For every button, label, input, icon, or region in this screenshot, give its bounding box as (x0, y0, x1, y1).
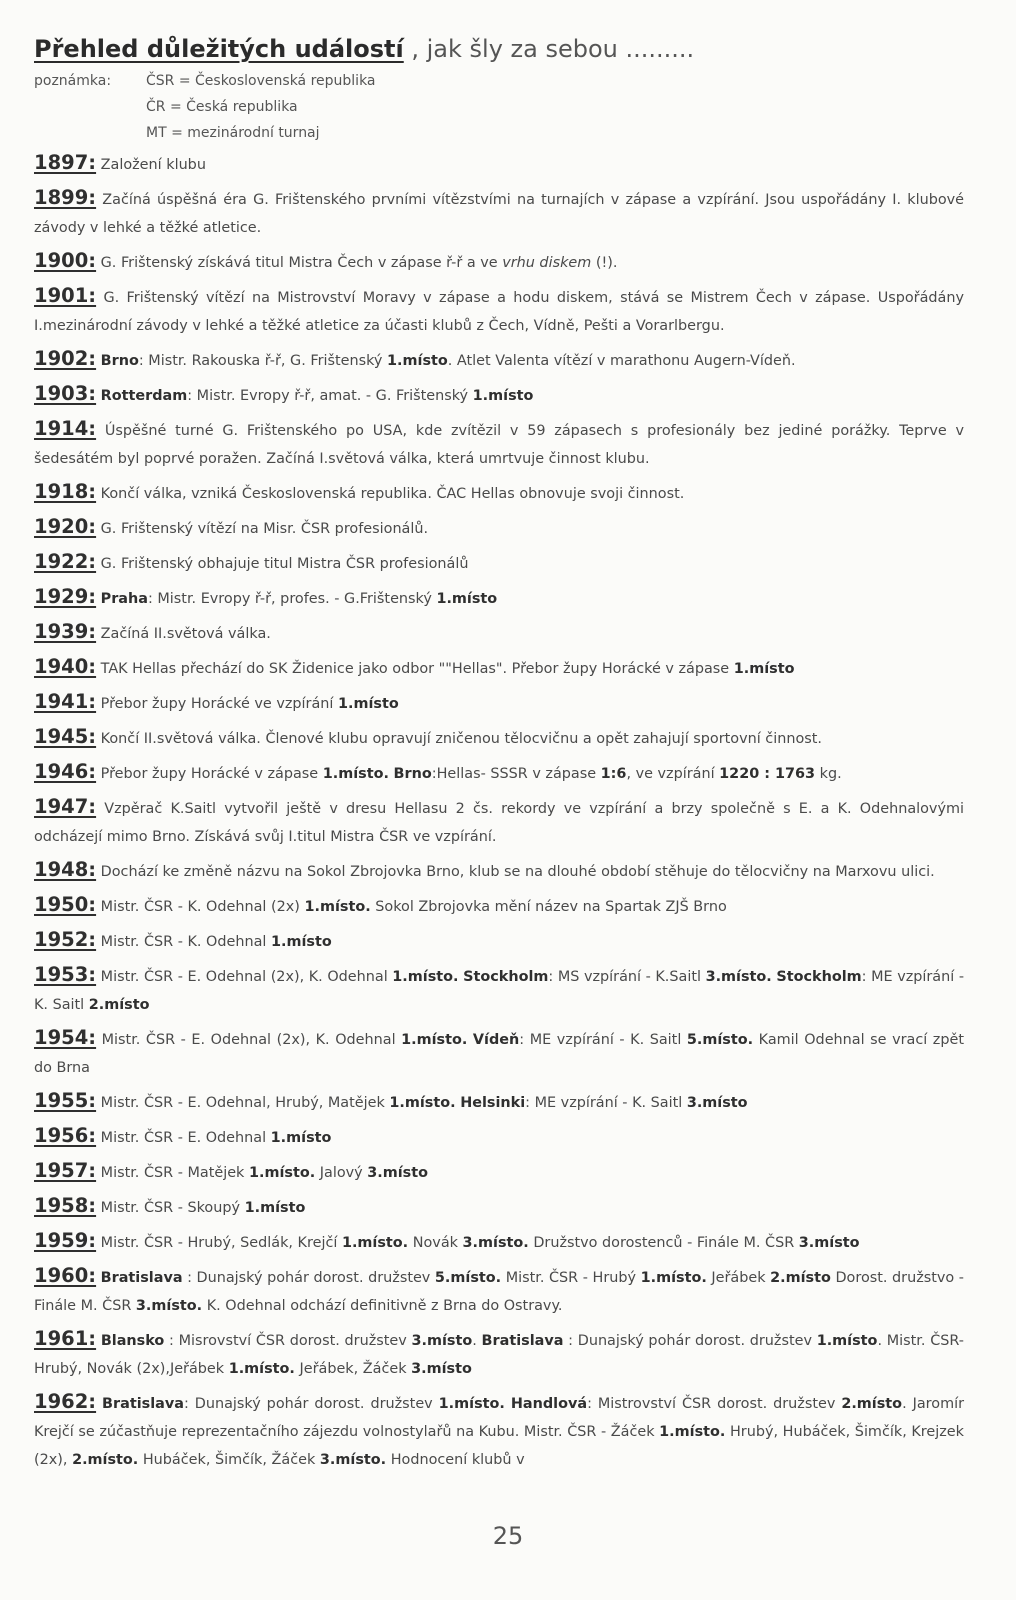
entry-year: 1958: (34, 1194, 97, 1217)
entry-text-bold: 2.místo (841, 1396, 903, 1412)
entry-text: Novák (408, 1235, 463, 1251)
entry-text-bold: Brno (393, 766, 432, 782)
timeline-entry (34, 1192, 964, 1222)
entry-text-bold: 3.místo (411, 1361, 472, 1377)
entry-text-bold: 1.místo (733, 661, 795, 677)
entry-text-bold: 5.místo. (686, 1032, 754, 1048)
entry-text: Končí II.světová válka. Členové klubu opravují zničenou tělocvičnu a opět zahajují sportovní činnost. (96, 731, 822, 747)
entry-text: Končí válka, vzniká Československá republika. ČAC Hellas obnovuje svoji činnost. (96, 486, 685, 502)
timeline-entry (34, 282, 964, 340)
entry-year: 1953: (34, 963, 97, 986)
entry-text: : MS vzpírání - K.Saitl (548, 969, 706, 985)
entry-text: : Dunajský pohár dorost. družstev (182, 1270, 435, 1286)
timeline-entry (34, 583, 964, 613)
title-rest: , jak šly za sebou ......... (403, 35, 695, 63)
entry-text: : ME vzpírání - K. Saitl (34, 969, 965, 1013)
entry-text-bold: 3.místo. (319, 1452, 387, 1468)
entry-text-bold: 1.místo. (401, 1032, 468, 1048)
entry-text-bold: 1.místo. (659, 1424, 726, 1440)
entry-text: Začíná II.světová válka. (96, 626, 271, 642)
entry-text: Mistr. ČSR - Skoupý (96, 1200, 245, 1216)
timeline-entry (34, 184, 964, 242)
entry-text-bold: 3.místo. (135, 1298, 203, 1314)
note-line: MT = mezinárodní turnaj (146, 125, 320, 141)
entry-text: : Dunajský pohár dorost. družstev (563, 1333, 817, 1349)
entry-text: kg. (815, 766, 842, 782)
entry-text: TAK Hellas přechází do SK Židenice jako odbor ""Hellas". Přebor župy Horácké v zápase (96, 661, 734, 677)
entry-text-bold: 1220 : 1763 (719, 766, 816, 782)
note-row (34, 94, 964, 120)
entry-text-bold: Praha (100, 591, 148, 607)
entry-text-bold: Helsinki (460, 1095, 526, 1111)
entry-text-bold: 2.místo (88, 997, 150, 1013)
entry-text-bold: Brno (100, 353, 139, 369)
entry-year: 1952: (34, 928, 97, 951)
legend-note (34, 68, 964, 146)
timeline-entry (34, 1157, 964, 1187)
entry-text-bold: 1.místo (244, 1200, 306, 1216)
timeline-entry (34, 926, 964, 956)
entry-text: : Mistrovství ČSR dorost. družstev (587, 1396, 842, 1412)
entry-text: Mistr. ČSR - E. Odehnal (96, 1130, 271, 1146)
entry-text-bold: 1:6 (600, 766, 627, 782)
entry-text-bold: 1.místo (337, 696, 399, 712)
entry-text-bold: 1.místo. (438, 1396, 505, 1412)
entry-text-bold: 1.místo. (341, 1235, 409, 1251)
entry-year: 1956: (34, 1124, 97, 1147)
timeline-entry (34, 688, 964, 718)
entry-year: 1954: (34, 1026, 97, 1049)
entry-text-bold: 1.místo (387, 353, 448, 369)
timeline-entry (34, 891, 964, 921)
entry-text-bold: 1.místo (816, 1333, 878, 1349)
entry-text: G. Frištenský vítězí na Misr. ČSR profesionálů. (96, 521, 429, 537)
entry-text: (!). (591, 255, 618, 271)
timeline-entry (34, 856, 964, 886)
timeline-entry (34, 380, 964, 410)
note-label: poznámka: (34, 73, 112, 89)
entry-text: . Atlet Valenta vítězí v marathonu Augern-Vídeň. (447, 353, 796, 369)
timeline-entry (34, 1122, 964, 1152)
entry-text: :Hellas- SSSR v zápase (431, 766, 601, 782)
timeline-entry (34, 1227, 964, 1257)
timeline-entry (34, 1262, 964, 1320)
entry-year: 1902: (34, 347, 97, 370)
timeline-entry (34, 723, 964, 753)
entry-text: G. Frištenský obhajuje titul Mistra ČSR profesionálů (96, 556, 469, 572)
timeline-entry (34, 1024, 964, 1082)
entry-text-bold: Blansko (100, 1333, 165, 1349)
entry-year: 1914: (34, 417, 97, 440)
entry-year: 1961: (34, 1327, 97, 1350)
timeline-entry (34, 548, 964, 578)
entry-text: G. Frištenský vítězí na Mistrovství Moravy v zápase a hodu diskem, stává se Mistrem Čech v zápase. Uspořádány I.mezinárodní závody v lehké a těžké atletice za účasti klubů z Čech, Vídně, Pešti a Vorarlbergu. (34, 290, 964, 334)
entry-text: : Mistr. Evropy ř-ř, profes. - G.Frištenský (147, 591, 437, 607)
page-number: 25 (492, 1522, 524, 1550)
entry-year: 1940: (34, 655, 97, 678)
entry-text: Dochází ke změně názvu na Sokol Zbrojovka Brno, klub se na dlouhé období stěhuje do tělocvičny na Marxovu ulici. (96, 864, 935, 880)
page-title (34, 34, 964, 64)
timeline-entry (34, 478, 964, 508)
entry-text: : Dunajský pohár dorost. družstev (183, 1396, 439, 1412)
entry-text: Začíná úspěšná éra G. Frištenského prvními vítězstvími na turnajích v zápase a vzpírání. Jsou uspořádány I. klubové závody v lehké a těžké atletice. (34, 192, 964, 236)
entry-text: Vzpěrač K.Saitl vytvořil ještě v dresu Hellasu 2 čs. rekordy ve vzpírání a brzy společně s E. a K. Odehnalovými odcházejí mimo Brno. Získává svůj I.titul Mistra ČSR ve vzpírání. (34, 801, 964, 845)
entry-text-bold: 3.místo. (705, 969, 772, 985)
timeline-entry (34, 415, 964, 473)
entry-text-bold: 1.místo. (392, 969, 459, 985)
timeline-entry (34, 345, 964, 375)
entry-text: Hrubý, Hubáček, Šimčík, Krejzek (2x), (34, 1424, 964, 1468)
timeline-entry (34, 618, 964, 648)
entry-text: Přebor župy Horácké v zápase (96, 766, 323, 782)
entry-text: Přebor župy Horácké ve vzpírání (96, 696, 338, 712)
entry-text: Mistr. ČSR - E. Odehnal (2x), K. Odehnal (96, 969, 393, 985)
entry-text: . (472, 1333, 482, 1349)
entry-text: Mistr. ČSR - Matějek (96, 1165, 249, 1181)
note-line: ČR = Česká republika (146, 99, 298, 115)
entry-text: . Jaromír Krejčí se zúčastňuje reprezentačního zájezdu volnostylařů na Kubu. Mistr. ČSR - Žáček (34, 1396, 965, 1440)
entry-text: : ME vzpírání - K. Saitl (525, 1095, 687, 1111)
entry-text: Úspěšné turné G. Frištenského po USA, kde zvítězil v 59 zápasech s profesionály bez jediné porážky. Teprve v šedesátém byl poprvé poražen. Začíná I.světová válka, která umrtvuje činnost klubu. (34, 423, 964, 467)
entry-year: 1918: (34, 480, 97, 503)
entry-text-bold: Vídeň (472, 1032, 520, 1048)
entry-text-bold: Bratislava (481, 1333, 564, 1349)
entry-text: , ve vzpírání (626, 766, 720, 782)
entry-text-bold: 3.místo. (462, 1235, 529, 1251)
entry-text-bold: 3.místo (686, 1095, 748, 1111)
entry-year: 1929: (34, 585, 97, 608)
entry-text-bold: 3.místo (411, 1333, 473, 1349)
entry-year: 1957: (34, 1159, 97, 1182)
entry-text: Kamil Odehnal se vrací zpět do Brna (34, 1032, 964, 1076)
entry-text: Hubáček, Šimčík, Žáček (138, 1452, 320, 1468)
timeline-entry (34, 758, 964, 788)
entry-text-italic: vrhu diskem (502, 255, 592, 271)
entry-year: 1948: (34, 858, 97, 881)
entry-text: Mistr. ČSR - Hrubý, Sedlák, Krejčí (96, 1235, 342, 1251)
entry-text-bold: 1.místo. (389, 1095, 456, 1111)
entry-text: : ME vzpírání - K. Saitl (519, 1032, 687, 1048)
entry-year: 1950: (34, 893, 97, 916)
entry-year: 1962: (34, 1390, 97, 1413)
timeline-entry (34, 1388, 964, 1474)
entry-text-bold: 1.místo. (322, 766, 389, 782)
entry-year: 1960: (34, 1264, 97, 1287)
entry-text: G. Frištenský získává titul Mistra Čech v zápase ř-ř a ve (96, 255, 503, 271)
entry-text: Mistr. ČSR - E. Odehnal, Hrubý, Matějek (96, 1095, 390, 1111)
entry-text: Založení klubu (96, 157, 206, 173)
entry-year: 1945: (34, 725, 97, 748)
entry-year: 1897: (34, 151, 97, 174)
entry-year: 1959: (34, 1229, 97, 1252)
entry-year: 1899: (34, 186, 97, 209)
timeline-entry (34, 1325, 964, 1383)
entry-text: Jeřábek, Žáček (294, 1361, 412, 1377)
entry-year: 1901: (34, 284, 97, 307)
entry-text: Hodnocení klubů v (386, 1452, 525, 1468)
entry-text-bold: 1.místo (271, 934, 332, 950)
entry-text-bold: 5.místo. (434, 1270, 502, 1286)
entry-year: 1903: (34, 382, 97, 405)
entry-text-bold: Bratislava (102, 1396, 184, 1412)
timeline-entry (34, 793, 964, 851)
note-row (34, 68, 964, 94)
entry-text: Sokol Zbrojovka mění název na Spartak ZJŠ Brno (370, 899, 727, 915)
entry-year: 1939: (34, 620, 97, 643)
note-row (34, 120, 964, 146)
timeline-entry (34, 513, 964, 543)
entry-text-bold: 2.místo. (72, 1452, 139, 1468)
entry-text-bold: 1.místo (472, 388, 534, 404)
entry-text: Jeřábek (706, 1270, 771, 1286)
entry-text-bold: Handlová (510, 1396, 588, 1412)
entry-text-bold: 1.místo. (248, 1165, 316, 1181)
entry-text: : Misrovství ČSR dorost. družstev (164, 1333, 412, 1349)
title-main: Přehled důležitých událostí (34, 35, 404, 63)
entry-text: Mistr. ČSR - K. Odehnal (96, 934, 272, 950)
entry-text: Dorost. družstvo - Finále M. ČSR (34, 1270, 964, 1314)
entry-text-bold: 3.místo (798, 1235, 860, 1251)
timeline-entry (34, 247, 964, 277)
timeline-entry (34, 961, 964, 1019)
timeline-entry (34, 653, 964, 683)
entry-year: 1941: (34, 690, 97, 713)
entry-year: 1955: (34, 1089, 97, 1112)
entry-text-bold: 1.místo. (304, 899, 371, 915)
entry-year: 1922: (34, 550, 97, 573)
entry-year: 1920: (34, 515, 97, 538)
entry-year: 1947: (34, 795, 97, 818)
entry-text-bold: Bratislava (100, 1270, 183, 1286)
entry-text: Mistr. ČSR - E. Odehnal (2x), K. Odehnal (96, 1032, 402, 1048)
timeline-entry (34, 1087, 964, 1117)
entry-text-bold: Stockholm (463, 969, 549, 985)
entry-text-bold: 1.místo (436, 591, 498, 607)
page-content (34, 34, 964, 1479)
entry-text-bold: 1.místo. (640, 1270, 707, 1286)
entry-text-bold: 2.místo (770, 1270, 831, 1286)
entry-text: : Mistr. Rakouska ř-ř, G. Frištenský (138, 353, 388, 369)
entry-text: Mistr. ČSR - K. Odehnal (2x) (96, 899, 305, 915)
entry-text-bold: Stockholm (776, 969, 862, 985)
note-line: ČSR = Československá republika (146, 73, 376, 89)
entry-text-bold: 3.místo (367, 1165, 428, 1181)
entry-year: 1946: (34, 760, 97, 783)
timeline-entry (34, 149, 964, 179)
entry-text: . Mistr. ČSR- Hrubý, Novák (2x),Jeřábek (34, 1333, 964, 1377)
entry-text: Mistr. ČSR - Hrubý (501, 1270, 641, 1286)
entry-text: Družstvo dorostenců - Finále M. ČSR (528, 1235, 799, 1251)
timeline-entries (34, 149, 964, 1474)
entry-text: : Mistr. Evropy ř-ř, amat. - G. Frištenský (187, 388, 473, 404)
entry-text: Jalový (315, 1165, 368, 1181)
entry-text-bold: 1.místo (270, 1130, 332, 1146)
entry-text-bold: Rotterdam (100, 388, 188, 404)
entry-text: K. Odehnal odchází definitivně z Brna do Ostravy. (202, 1298, 563, 1314)
entry-text-bold: 1.místo. (228, 1361, 295, 1377)
entry-year: 1900: (34, 249, 97, 272)
